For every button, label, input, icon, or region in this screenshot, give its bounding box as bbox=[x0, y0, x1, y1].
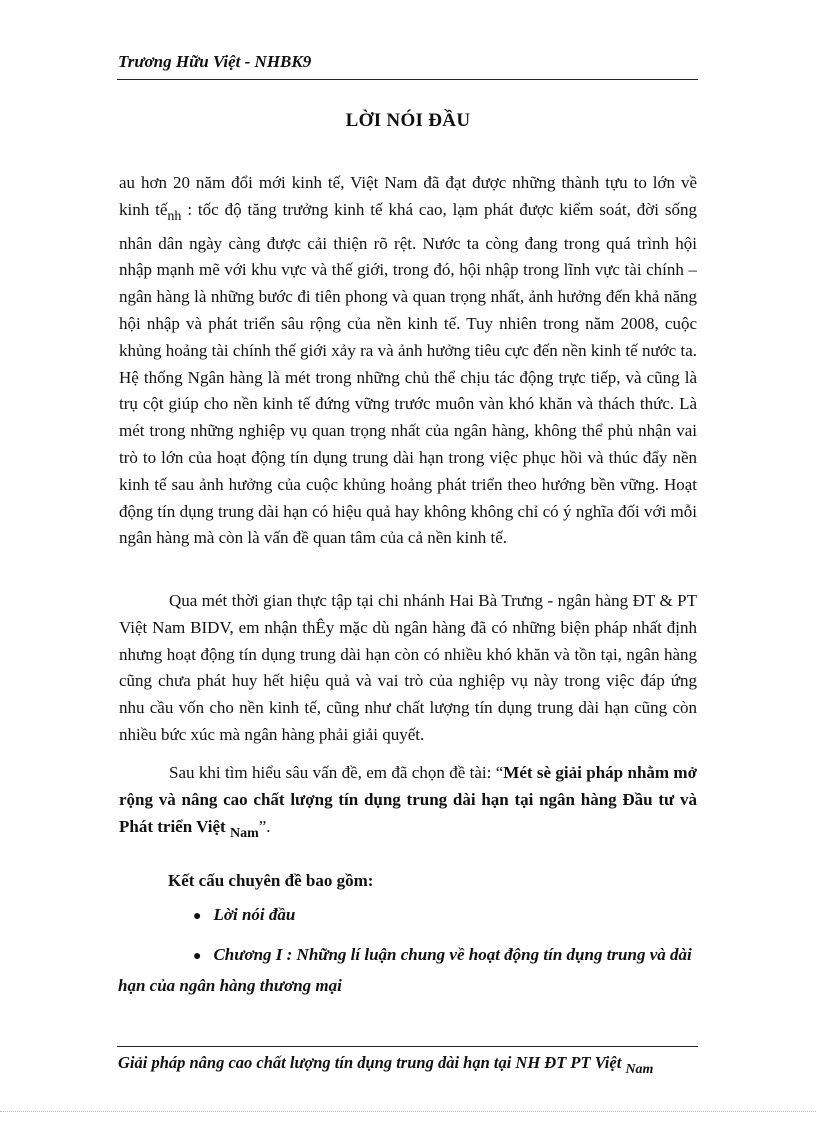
footer-subscript: Nam bbox=[625, 1062, 654, 1077]
topic-title-subscript: Nam bbox=[229, 825, 259, 841]
structure-item-label: Lời nói đầu bbox=[213, 905, 296, 924]
page-title: LỜI NÓI ĐẦU bbox=[345, 110, 471, 131]
footer-text: Giải pháp nâng cao chất lượng tín dụng trung dài hạn tại NH ĐT PT Việt bbox=[118, 1053, 622, 1072]
structure-heading: Kết cấu chuyên đề bao gồm: bbox=[168, 871, 374, 890]
topic-title: Mét sè giải pháp nhằm mở rộng và nâng cao chất lượng tín dụng trung dài hạn tại ngân hàng Đầu tư và Phát triển Việt bbox=[119, 763, 698, 836]
bullet-icon: ● bbox=[193, 949, 202, 964]
structure-item bbox=[193, 905, 295, 925]
paragraph-intro bbox=[119, 170, 697, 552]
paragraph-topic bbox=[119, 760, 697, 847]
paragraph-intro-part1: au hơn 20 năm đổi mới kinh tế, Việt Nam đã đạt được những thành tựu to lớn về kinh tế bbox=[119, 173, 697, 219]
page-boundary bbox=[0, 1111, 816, 1112]
page-header: Trương Hữu Việt - NHBK9 bbox=[118, 52, 312, 71]
page-footer bbox=[118, 1053, 653, 1078]
footer-divider bbox=[117, 1046, 698, 1047]
paragraph-topic-intro: Sau khi tìm hiểu sâu vấn đề, em đã chọn đề tài: “ bbox=[169, 763, 504, 782]
header-divider bbox=[117, 79, 698, 80]
paragraph-intro-subscript: nh bbox=[167, 208, 182, 224]
paragraph-intro-part2: : tốc độ tăng trưởng kinh tế khá cao, lạm phát được kiểm soát, đời sống nhân dân ngày càng được cải thiện rõ rệt. Nước ta còng đang trong quá trình hội nhập mạnh mẽ với khu vực và thế giới, trong đó, hội nhập trong lĩnh vực tài chính – ngân hàng là những bước đi tiên phong và quan trọng nhất, ảnh hưởng đến khả năng hội nhập và phát triển sâu rộng của nền kinh tế. Tuy nhiên trong năm 2008, cuộc khủng hoảng tài chính thế giới xảy ra và ảnh hưởng tiêu cực đến nền kinh tế nước ta. Hệ thống Ngân hàng là mét trong những chủ thể chịu tác động trực tiếp, và cũng là trụ cột giúp cho nền kinh tế đứng vững trước muôn vàn khó khăn và thách thức. Là mét trong những nghiệp vụ quan trọng nhất của ngân hàng, không thể phủ nhận vai trò to lớn của hoạt động tín dụng trung dài hạn trong việc phục hồi và thúc đẩy nền kinh tế sau ảnh hưởng của cuộc khủng hoảng phát triển theo hướng bền vững. Hoạt động tín dụng trung dài hạn có hiệu quả hay không không chỉ có ý nghĩa đối với mỗi ngân hàng mà còn là vấn đề quan tâm của cả nền kinh tế. bbox=[119, 199, 697, 548]
paragraph-internship: Qua mét thời gian thực tập tại chi nhánh Hai Bà Trưng - ngân hàng ĐT & PT Việt Nam BIDV, em nhận thÊy mặc dù ngân hàng đã có những biện pháp nhất định nhưng hoạt động tín dụng trung dài hạn còn có nhiều khó khăn và tồn tại, ngân hàng cũng chưa phát huy hết hiệu quả và vai trò của nghiệp vụ này trong việc đáp ứng nhu cầu vốn cho nền kinh tế, cũng như chất lượng tín dụng trung dài hạn cũng còn nhiều bức xúc mà ngân hàng phải giải quyết. bbox=[119, 591, 697, 744]
structure-item-label: Chương I : Những lí luận chung về hoạt động tín dụng trung và dài hạn của ngân hàng thương mại bbox=[118, 945, 692, 995]
structure-item bbox=[118, 940, 698, 1000]
paragraph-topic-closing: ”. bbox=[258, 816, 271, 836]
bullet-icon: ● bbox=[193, 909, 202, 924]
